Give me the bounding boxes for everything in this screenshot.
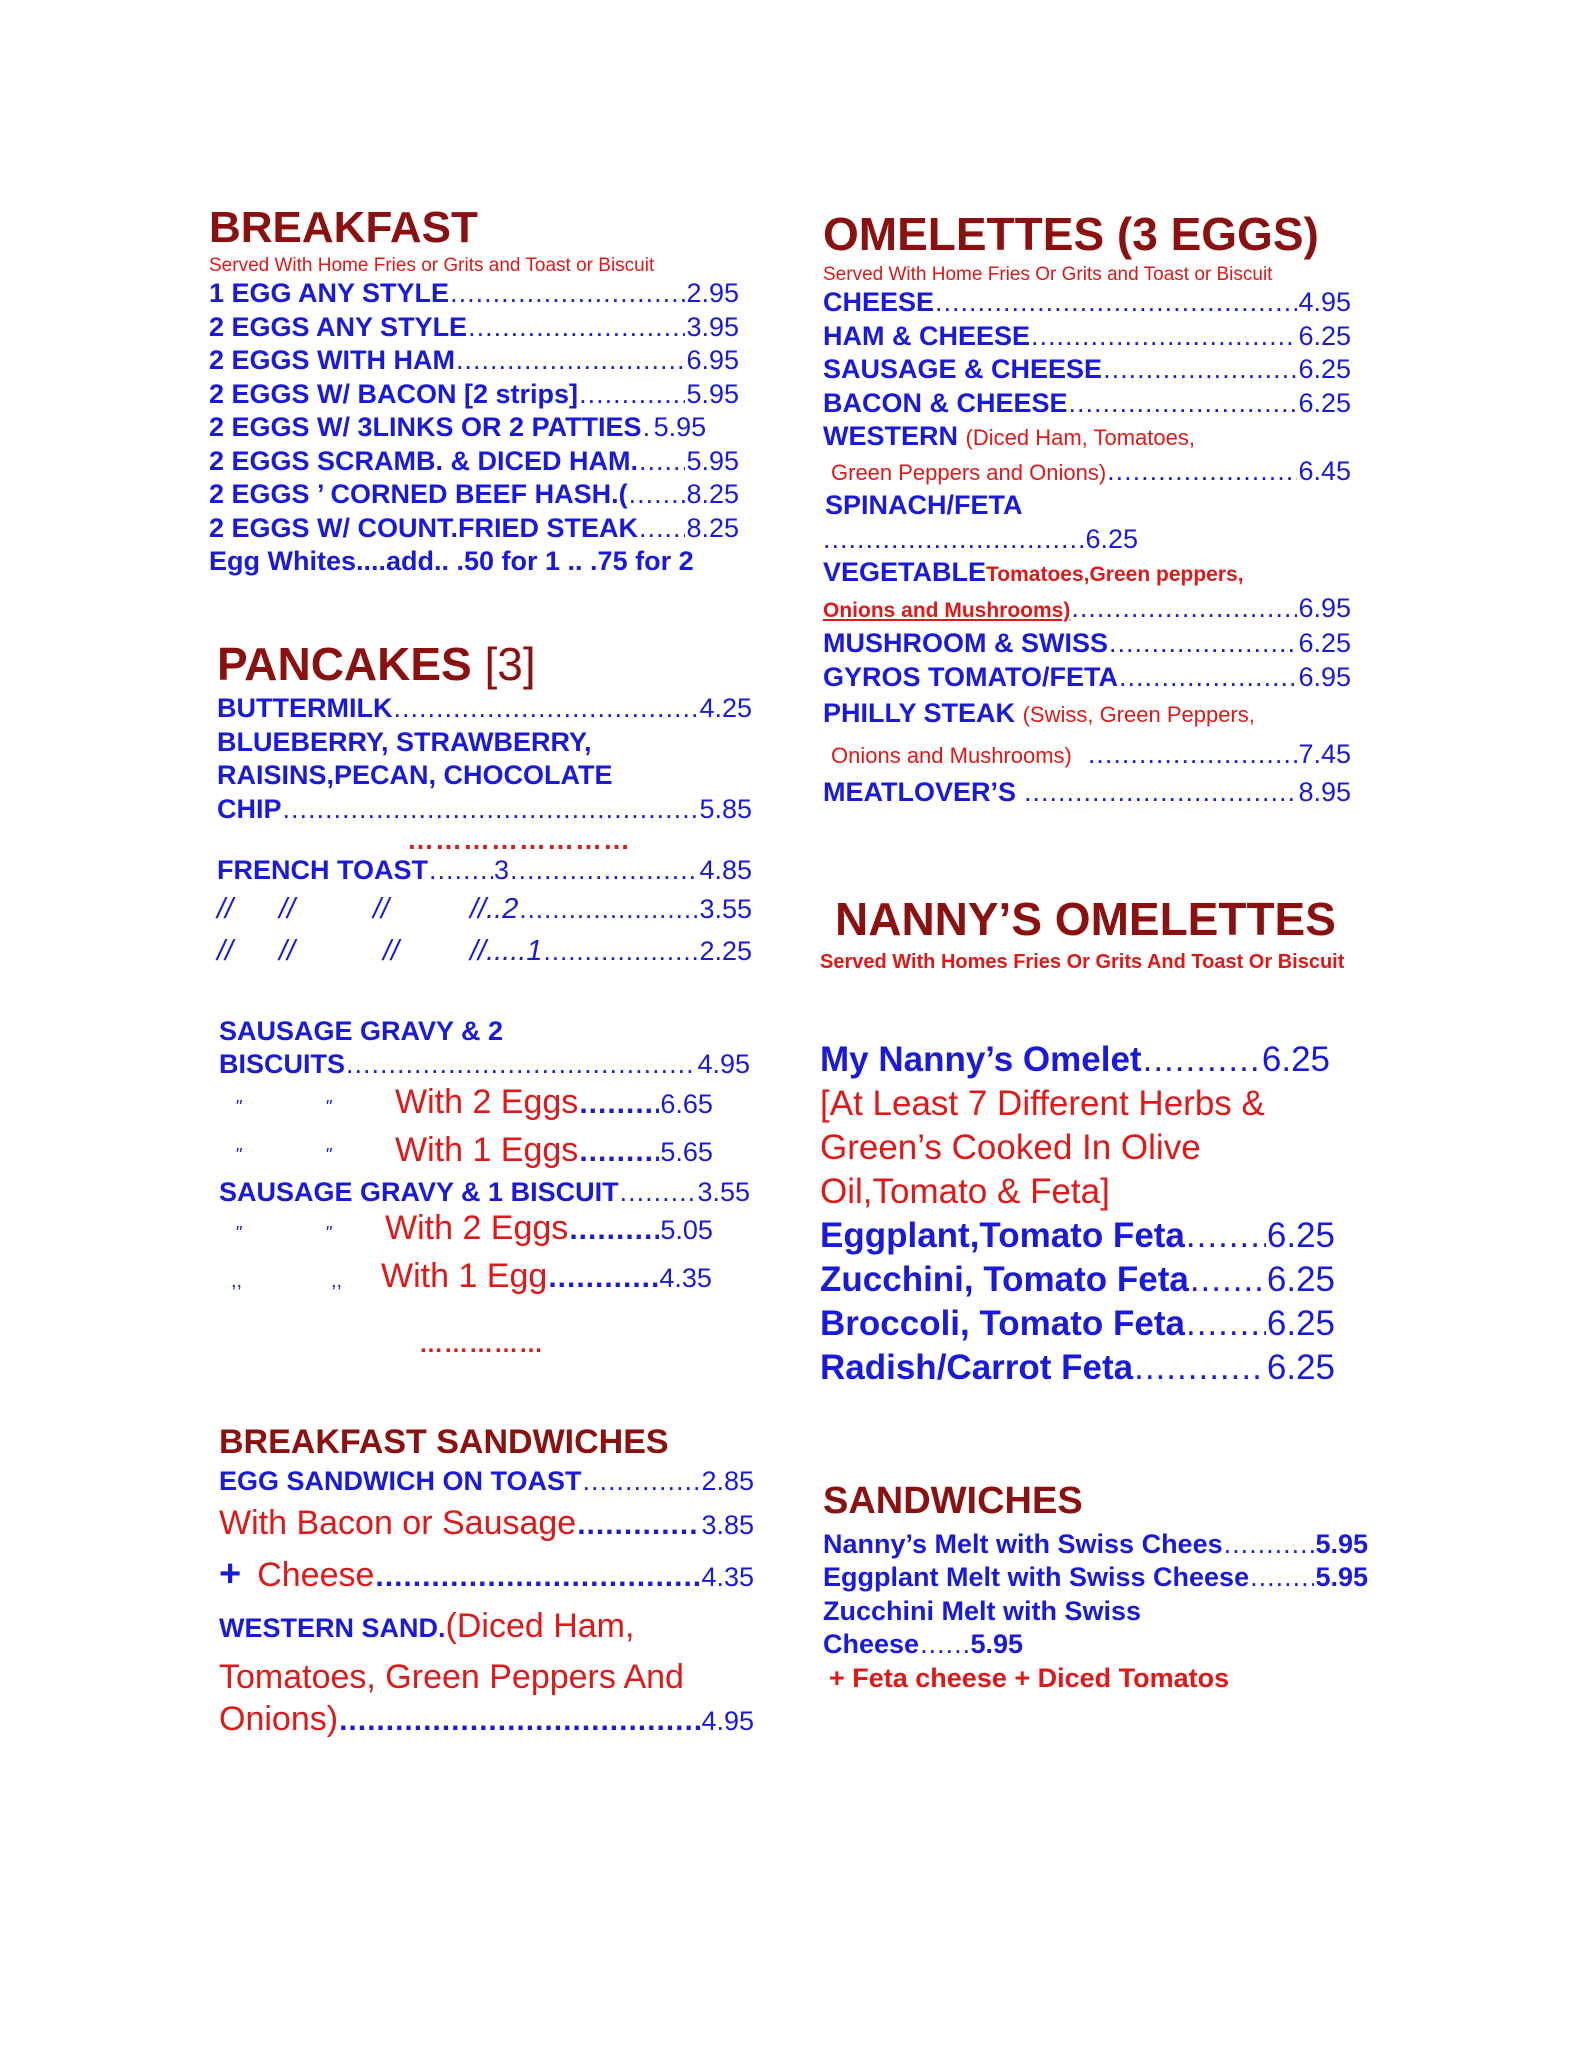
item-name: FRENCH TOAST — [217, 855, 429, 886]
dot-leader — [393, 692, 698, 726]
flavors-line: RAISINS,PECAN, CHOCOLATE — [217, 760, 613, 791]
dot-leader — [579, 378, 685, 412]
item-price: 6.95 — [686, 345, 739, 376]
item-name: With 1 Egg — [381, 1257, 548, 1295]
item-price: 6.95 — [1298, 592, 1351, 623]
item-name: Eggplant Melt with Swiss Cheese — [823, 1562, 1250, 1593]
dot-leader — [1250, 1561, 1314, 1595]
pancakes-section — [217, 640, 752, 972]
menu-item — [219, 1501, 754, 1547]
ditto-mark: //.....1 — [470, 934, 543, 967]
menu-item-with-eggs — [219, 1207, 750, 1255]
ditto-mark: " — [235, 1223, 242, 1243]
item-description: Oil,Tomato & Feta] — [820, 1172, 1110, 1212]
item-name: Broccoli, Tomato Feta — [820, 1304, 1185, 1344]
menu-item-french-toast-1 — [217, 930, 752, 972]
item-description: (Swiss, Green Peppers, — [1022, 702, 1255, 728]
sandwiches-section — [823, 1482, 1368, 1695]
menu-item — [209, 311, 739, 345]
item-price: 2.95 — [686, 278, 739, 309]
item-price: 6.25 — [1266, 1348, 1335, 1388]
item-price: 2.85 — [701, 1465, 754, 1496]
menu-item — [209, 378, 739, 412]
dot-leader — [1134, 1346, 1266, 1390]
menu-item — [219, 1177, 750, 1207]
item-price: 8.25 — [686, 512, 739, 543]
dot-leader — [569, 1208, 659, 1251]
item-name: With 1 Eggs — [395, 1131, 579, 1169]
item-price: 5.95 — [1315, 1528, 1368, 1559]
item-name: 2 EGGS ’ CORNED BEEF HASH.( — [209, 479, 628, 510]
pancakes-count: [3] — [484, 638, 536, 690]
ditto-mark: ,, — [231, 1270, 243, 1292]
breakfast-sandwiches-heading: BREAKFAST SANDWICHES — [219, 1423, 669, 1461]
dot-leader — [544, 930, 699, 972]
item-description: Tomatoes, Green Peppers And — [219, 1657, 684, 1696]
item-price: 6.95 — [1298, 661, 1351, 692]
dot-leader — [823, 523, 1084, 557]
dot-leader — [1024, 776, 1297, 810]
item-qty: 3 — [494, 855, 510, 886]
nanny-heading: NANNY’S OMELETTES — [835, 893, 1336, 945]
dot-leader — [1190, 1258, 1266, 1302]
ditto-mark: // — [279, 934, 296, 967]
menu-item — [823, 286, 1351, 320]
menu-item — [823, 1628, 1023, 1662]
dot-leader — [620, 1177, 697, 1207]
dot-leader — [519, 888, 698, 930]
item-name: CHEESE — [823, 287, 935, 318]
menu-item — [823, 776, 1351, 810]
item-price: 3.55 — [699, 893, 752, 924]
dot-leader — [583, 1461, 701, 1501]
ditto-mark: // — [217, 934, 234, 967]
menu-item — [820, 1346, 1335, 1390]
item-description: Onions) — [219, 1699, 339, 1738]
item-price: 7.45 — [1298, 739, 1351, 770]
item-name: 2 EGGS SCRAMB. & DICED HAM. — [209, 445, 639, 476]
item-name: Nanny’s Melt with Swiss Chees — [823, 1528, 1223, 1559]
breakfast-subtitle: Served With Home Fries or Grits and Toast or Biscuit — [209, 255, 655, 277]
dot-leader — [1119, 661, 1297, 695]
menu-item — [820, 1214, 1335, 1258]
item-name: VEGETABLE — [823, 557, 987, 588]
omelettes-subtitle: Served With Home Fries Or Grits and Toast or Biscuit — [823, 264, 1273, 286]
item-name: My Nanny’s Omelet — [820, 1040, 1142, 1080]
item-price: 5.95 — [970, 1629, 1023, 1660]
item-price: 6.25 — [1261, 1040, 1330, 1080]
item-name: Cheese — [257, 1555, 375, 1594]
item-price: 6.25 — [1298, 387, 1351, 418]
dot-leader — [1069, 387, 1298, 421]
item-name: MUSHROOM & SWISS — [823, 628, 1109, 659]
menu-item — [823, 320, 1351, 354]
item-name: Cheese — [823, 1629, 920, 1660]
dot-leader — [375, 1550, 700, 1604]
item-name: MEATLOVER’S — [823, 777, 1017, 808]
item-description: Green’s Cooked In Olive — [820, 1128, 1201, 1168]
ditto-mark: // — [383, 934, 400, 967]
menu-item — [820, 1258, 1335, 1302]
item-name: WESTERN — [823, 421, 958, 452]
breakfast-item-list — [209, 277, 739, 579]
item-price: 6.25 — [1266, 1260, 1335, 1300]
item-price: 5.85 — [699, 793, 752, 824]
item-price: 4.95 — [701, 1705, 754, 1736]
menu-item-with-eggs — [219, 1081, 750, 1129]
ditto-mark: //..2 — [470, 892, 519, 925]
separator-dots: …………… — [419, 1331, 544, 1358]
egg-whites-note: Egg Whites....add.. .50 for 1 .. .75 for 2 — [209, 546, 694, 577]
menu-item — [823, 1528, 1368, 1562]
menu-item-vegetable — [823, 556, 1351, 592]
item-price: 4.95 — [1298, 287, 1351, 318]
item-description: Onions and Mushrooms) — [823, 598, 1071, 622]
menu-item — [219, 1048, 750, 1081]
menu-item-with-eggs — [219, 1255, 750, 1303]
item-description: Green Peppers and Onions) — [831, 459, 1107, 485]
menu-item — [217, 793, 752, 827]
item-name: SPINACH/FETA — [825, 490, 1023, 521]
sandwiches-item-list — [823, 1528, 1368, 1696]
menu-item — [209, 512, 739, 546]
item-price: 5.95 — [1315, 1562, 1368, 1593]
item-price: 6.25 — [1085, 523, 1138, 554]
item-name: BUTTERMILK — [217, 693, 393, 724]
menu-item — [820, 1302, 1335, 1346]
menu-item — [219, 1547, 754, 1604]
item-price: 6.25 — [1298, 320, 1351, 351]
item-name: SAUSAGE & CHEESE — [823, 354, 1103, 385]
flavors-line: BLUEBERRY, STRAWBERRY, — [217, 726, 592, 757]
item-price: 4.35 — [659, 1263, 712, 1293]
menu-item — [820, 1038, 1330, 1082]
item-description: Tomatoes,Green peppers, — [986, 563, 1244, 587]
item-price: 8.95 — [1298, 777, 1351, 808]
item-price: 5.05 — [660, 1215, 713, 1245]
item-name: 2 EGGS ANY STYLE — [209, 311, 468, 342]
item-price: 5.65 — [660, 1137, 713, 1167]
menu-item-western-sand-cont — [219, 1699, 754, 1741]
menu-item — [209, 411, 739, 445]
dot-leader — [450, 277, 685, 311]
dot-leader — [456, 344, 685, 378]
pancakes-heading — [217, 640, 752, 688]
pancakes-item-list — [217, 692, 752, 972]
ditto-mark: " — [325, 1145, 332, 1165]
menu-item-western-cont — [823, 455, 1351, 490]
breakfast-sandwiches-section — [219, 1425, 754, 1741]
item-name: 2 EGGS W/ COUNT.FRIED STEAK — [209, 512, 639, 543]
dot-leader — [1143, 1038, 1261, 1082]
item-name: WESTERN SAND. — [219, 1612, 446, 1643]
item-price: 4.25 — [699, 693, 752, 724]
ditto-mark: // — [373, 892, 390, 925]
item-name: CHIP — [217, 793, 282, 824]
menu-item-with-eggs — [219, 1129, 750, 1177]
menu-item — [209, 478, 739, 512]
separator-dots: …………………… — [407, 825, 631, 856]
item-description: [At Least 7 Different Herbs & — [820, 1084, 1265, 1124]
item-name: Zucchini, Tomato Feta — [820, 1260, 1189, 1300]
dot-leader — [1186, 1214, 1266, 1258]
sandwiches-heading: SANDWICHES — [823, 1480, 1083, 1522]
item-name: With 2 Eggs — [385, 1209, 569, 1247]
item-name: 1 EGG ANY STYLE — [209, 278, 450, 309]
dot-leader — [1224, 1528, 1315, 1562]
item-price: 8.25 — [686, 479, 739, 510]
item-price: 5.95 — [653, 412, 707, 443]
gravy-section — [219, 1015, 750, 1359]
breakfast-section — [209, 205, 739, 579]
item-price: 6.65 — [660, 1089, 713, 1119]
menu-item-spinach-price — [823, 523, 1138, 557]
item-name: HAM & CHEESE — [823, 320, 1031, 351]
menu-item — [823, 353, 1351, 387]
item-price: 4.85 — [699, 855, 752, 886]
breakfast-heading: BREAKFAST — [209, 203, 478, 252]
ditto-mark: // — [279, 892, 296, 925]
dot-leader — [629, 478, 686, 512]
item-name: Zucchini Melt with Swiss — [823, 1595, 1142, 1626]
item-description: Onions and Mushrooms) — [831, 743, 1072, 769]
menu-item — [823, 661, 1351, 695]
ditto-mark: " — [325, 1223, 332, 1243]
menu-item-vegetable-cont — [823, 592, 1351, 628]
nanny-item-list — [820, 1038, 1380, 1390]
item-description: (Diced Ham, Tomatoes, — [965, 425, 1195, 451]
item-name: 2 EGGS W/ 3LINKS OR 2 PATTIES — [209, 412, 642, 443]
omelettes-section — [823, 210, 1351, 810]
dot-leader — [548, 1256, 658, 1299]
item-price: 6.25 — [1298, 628, 1351, 659]
dot-leader — [510, 854, 698, 888]
menu-item-philly-cont — [823, 734, 1351, 776]
item-price: 3.95 — [686, 311, 739, 342]
menu-item-philly — [823, 694, 1351, 734]
dot-leader — [577, 1503, 700, 1547]
ditto-mark: ,, — [331, 1270, 343, 1292]
item-price: 6.45 — [1298, 455, 1351, 486]
menu-item-western-sand — [219, 1604, 754, 1655]
item-price: 4.95 — [697, 1049, 750, 1079]
pancakes-title: PANCAKES — [217, 638, 472, 690]
item-name: BISCUITS — [219, 1049, 346, 1079]
dot-leader — [346, 1048, 696, 1081]
item-price: 4.35 — [701, 1561, 754, 1592]
menu-item-french-toast — [217, 854, 752, 888]
nanny-section — [820, 895, 1380, 1390]
menu-item — [209, 277, 739, 311]
menu-item — [823, 1561, 1368, 1595]
dot-leader — [1088, 734, 1298, 774]
item-price: 5.95 — [686, 378, 739, 409]
item-name: PHILLY STEAK — [823, 698, 1016, 729]
item-name: Radish/Carrot Feta — [820, 1348, 1134, 1388]
dot-leader — [639, 512, 685, 546]
menu-item — [823, 627, 1351, 661]
item-price: 3.85 — [701, 1509, 754, 1540]
item-description: (Diced Ham, — [445, 1606, 635, 1645]
menu-item — [209, 445, 739, 479]
item-name: BACON & CHEESE — [823, 387, 1068, 418]
dot-leader — [639, 445, 685, 479]
item-name: Eggplant,Tomato Feta — [820, 1216, 1185, 1256]
item-price: 2.25 — [699, 935, 752, 966]
item-price: 3.55 — [697, 1177, 750, 1207]
dot-leader — [1031, 320, 1297, 354]
dot-leader — [1103, 353, 1297, 387]
ditto-mark: // — [217, 892, 234, 925]
dot-leader — [1107, 455, 1297, 489]
omelettes-heading: OMELETTES (3 EGGS) — [823, 208, 1319, 260]
dot-leader — [935, 286, 1297, 320]
dot-leader — [429, 854, 493, 888]
ditto-mark: " — [235, 1145, 242, 1165]
ditto-mark: " — [325, 1097, 332, 1117]
nanny-subtitle: Served With Homes Fries Or Grits And Toast Or Biscuit — [820, 951, 1345, 974]
addons-line: + Feta cheese + Diced Tomatos — [829, 1662, 1230, 1693]
item-name: GYROS TOMATO/FETA — [823, 661, 1119, 692]
gravy-line: SAUSAGE GRAVY & 2 — [219, 1016, 504, 1046]
item-name: With Bacon or Sausage — [219, 1503, 577, 1542]
ditto-mark: " — [235, 1097, 242, 1117]
dot-leader — [643, 411, 653, 445]
item-name: EGG SANDWICH ON TOAST — [219, 1465, 582, 1496]
item-price: 6.25 — [1266, 1216, 1335, 1256]
item-price: 5.95 — [686, 445, 739, 476]
dot-leader — [468, 311, 685, 345]
dot-leader — [579, 1082, 659, 1125]
omelettes-item-list — [823, 286, 1351, 810]
dot-leader — [283, 793, 699, 827]
dot-leader — [920, 1628, 969, 1662]
dot-leader — [579, 1130, 659, 1173]
item-name: 2 EGGS WITH HAM — [209, 345, 456, 376]
item-price: 6.25 — [1298, 354, 1351, 385]
menu-item — [217, 692, 752, 726]
item-price: 6.25 — [1266, 1304, 1335, 1344]
dot-leader — [1109, 627, 1297, 661]
menu-item — [823, 387, 1351, 421]
dot-leader — [339, 1701, 700, 1741]
plus-icon: + — [219, 1552, 242, 1595]
menu-item — [209, 344, 739, 378]
item-name: With 2 Eggs — [395, 1083, 579, 1121]
dot-leader — [1186, 1302, 1266, 1346]
dot-leader — [1071, 592, 1297, 626]
menu-item — [219, 1461, 754, 1501]
item-name: SAUSAGE GRAVY & 1 BISCUIT — [219, 1177, 619, 1207]
menu-item-french-toast-2 — [217, 888, 752, 930]
menu-item-western — [823, 420, 1351, 455]
item-name: 2 EGGS W/ BACON [2 strips] — [209, 378, 579, 409]
